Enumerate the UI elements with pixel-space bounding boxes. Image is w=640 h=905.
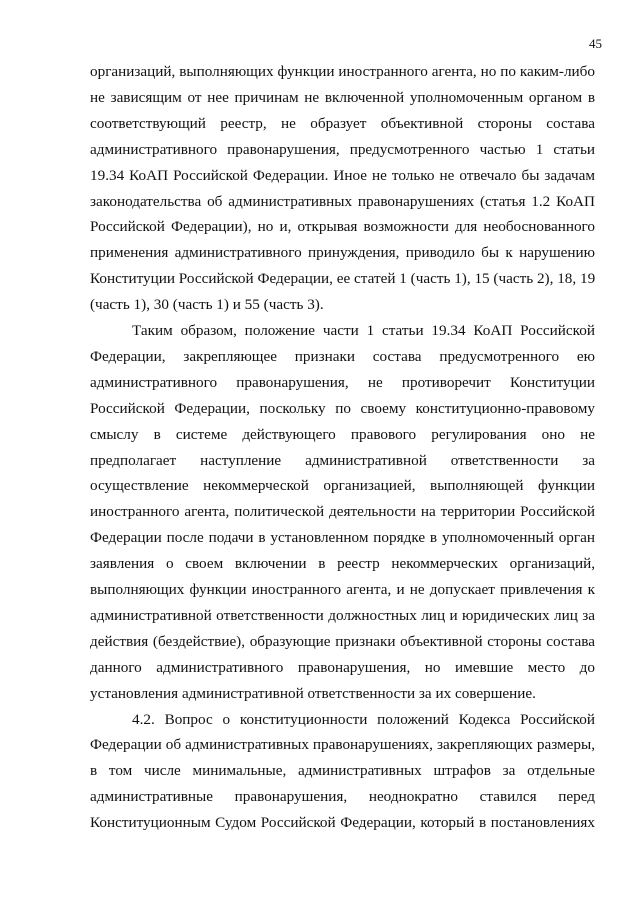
text-line: не зависящим от нее причинам не включенной уполномоченным органом в bbox=[90, 88, 595, 106]
text-line: Российской Федерации, поскольку по своему конституционно-правовому bbox=[90, 399, 595, 417]
text-line: данного административного правонарушения, но имевшие место до bbox=[90, 658, 595, 676]
text-line: 4.2. Вопрос о конституционности положений Кодекса Российской bbox=[132, 710, 595, 728]
text-line: Таким образом, положение части 1 статьи 19.34 КоАП Российской bbox=[132, 322, 595, 339]
text-line: применения административного принуждения, приводило бы к нарушению bbox=[90, 244, 595, 262]
text-line: Российской Федерации), но и, открывая возможности для необоснованного bbox=[90, 218, 595, 236]
text-line: административного правонарушения, предусмотренного частью 1 статьи bbox=[90, 140, 595, 158]
text-line: Конституционным Судом Российской Федерации, который в постановлениях bbox=[90, 814, 595, 832]
text-line: административные правонарушения, неоднократно ставился перед bbox=[90, 788, 595, 806]
text-line: в том числе минимальные, административных штрафов за отдельные bbox=[90, 762, 595, 780]
text-line: административной ответственности должностных лиц и юридических лиц за bbox=[90, 606, 595, 624]
text-line: смыслу в системе действующего правового регулирования оно не bbox=[90, 425, 595, 443]
text-line: 19.34 КоАП Российской Федерации. Иное не только не отвечало бы задачам bbox=[90, 166, 595, 184]
text-line: установления административной ответственности за их совершение. bbox=[90, 684, 536, 702]
text-line: предполагает наступление административной ответственности за bbox=[90, 451, 595, 469]
text-line: Конституции Российской Федерации, ее статей 1 (часть 1), 15 (часть 2), 18, 19 bbox=[90, 270, 596, 288]
text-line: законодательства об административных правонарушениях (статья 1.2 КоАП bbox=[90, 192, 595, 210]
text-line: Федерации об административных правонарушениях, закрепляющих размеры, bbox=[90, 736, 595, 754]
text-line: действия (бездействие), образующие признаки объективной стороны состава bbox=[90, 632, 595, 650]
text-line: заявления о своем включении в реестр некоммерческих организаций, bbox=[90, 555, 595, 573]
text-line: осуществление некоммерческой организацией, выполняющей функции bbox=[90, 477, 595, 495]
text-line: соответствующий реестр, не образует объективной стороны состава bbox=[90, 114, 595, 132]
text-line: Федерации после подачи в установленном порядке в уполномоченный орган bbox=[90, 529, 595, 547]
text-line: Федерации, закрепляющее признаки состава предусмотренного ею bbox=[90, 347, 595, 365]
text-line: выполняющих функции иностранного агента, и не допускает привлечения к bbox=[90, 581, 595, 598]
text-line: организаций, выполняющих функции иностранного агента, но по каким-либо bbox=[90, 63, 595, 80]
text-line: (часть 1), 30 (часть 1) и 55 (часть 3). bbox=[90, 296, 324, 314]
text-line: иностранного агента, политической деятельности на территории Российской bbox=[90, 503, 595, 521]
text-line: административного правонарушения, не противоречит Конституции bbox=[90, 373, 595, 391]
page-number: 45 bbox=[589, 36, 602, 51]
